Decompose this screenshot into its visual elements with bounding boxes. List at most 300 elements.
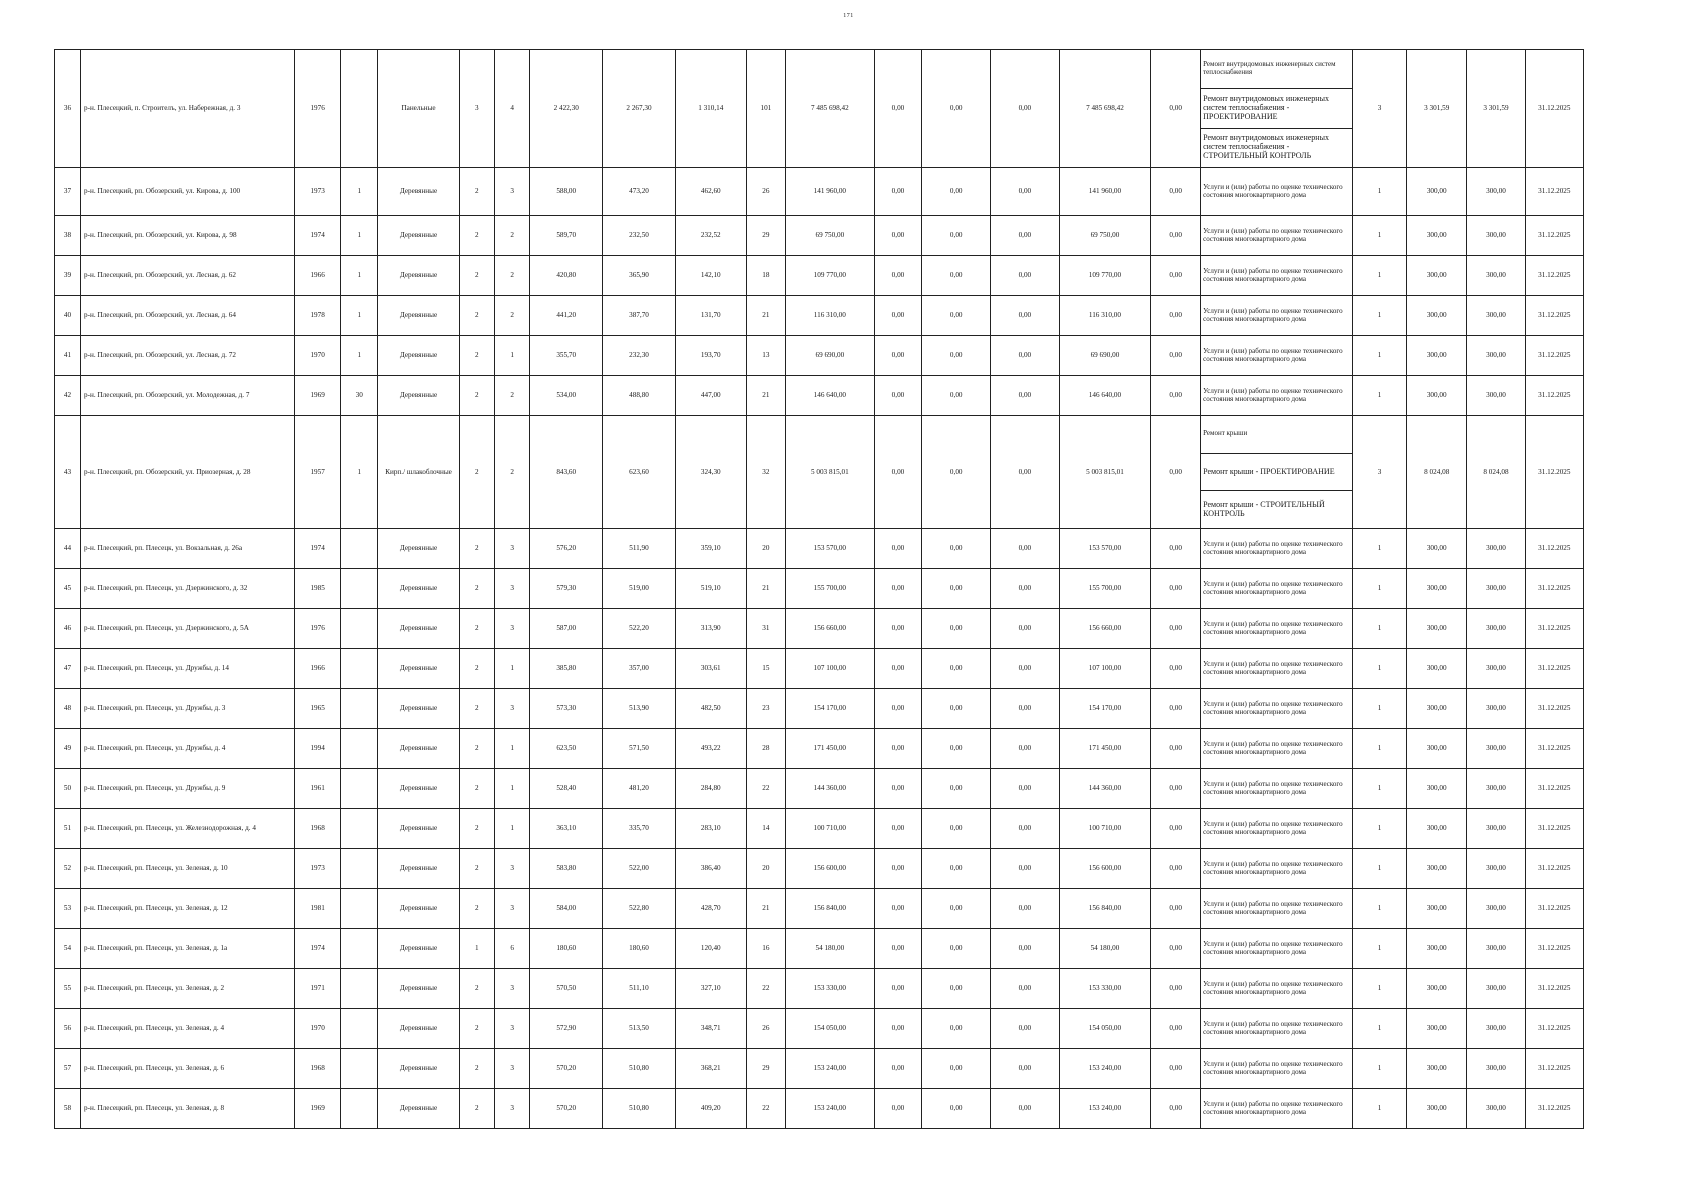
premises-area-cell: 522,80: [603, 889, 676, 929]
commissioning-flag-cell: [341, 569, 378, 609]
floors-cell: 2: [459, 216, 494, 256]
total-cost-cell: 54 180,00: [786, 929, 874, 969]
total-cost-cell: 7 485 698,42: [786, 50, 874, 168]
deadline-cell: 31.12.2025: [1525, 689, 1583, 729]
work-count-cell: 1: [1352, 256, 1406, 296]
regional-funds-cell: 0,00: [922, 609, 991, 649]
total-area-cell: 843,60: [530, 416, 603, 529]
max-unit-cost-cell: 300,00: [1467, 929, 1525, 969]
work-count-cell: 1: [1352, 376, 1406, 416]
residential-area-cell: 462,60: [675, 168, 746, 216]
entrances-cell: 3: [494, 529, 529, 569]
unit-cost-cell: 300,00: [1407, 376, 1467, 416]
municipal-funds-cell: 0,00: [991, 376, 1060, 416]
residents-cell: 20: [746, 849, 786, 889]
row-number-cell: 38: [55, 216, 81, 256]
max-unit-cost-cell: 300,00: [1467, 729, 1525, 769]
row-number-cell: 47: [55, 649, 81, 689]
table-row: [55, 168, 1584, 216]
capital-repair-register-table: [54, 49, 1584, 1129]
work-type-item: Услуги и (или) работы по оценке технического состояния многоквартирного дома: [1203, 306, 1343, 323]
other-funds-cell: 0,00: [1151, 889, 1201, 929]
entrances-cell: 6: [494, 929, 529, 969]
year-built-cell: 1976: [295, 609, 341, 649]
work-type-item: Услуги и (или) работы по оценке технического состояния многоквартирного дома: [1203, 939, 1343, 956]
work-count-cell: 3: [1352, 416, 1406, 529]
commissioning-flag-cell: 1: [341, 168, 378, 216]
owners-funds-cell: 154 170,00: [1059, 689, 1151, 729]
total-cost-cell: 116 310,00: [786, 296, 874, 336]
unit-cost-cell: 300,00: [1407, 929, 1467, 969]
regional-funds-cell: 0,00: [922, 729, 991, 769]
row-number-cell: 42: [55, 376, 81, 416]
total-area-cell: 588,00: [530, 168, 603, 216]
year-built-cell: 1968: [295, 1049, 341, 1089]
address-cell: р-н. Плесецкий, рп. Обозерский, ул. Кирова, д. 100: [81, 168, 295, 216]
commissioning-flag-cell: [341, 889, 378, 929]
year-built-cell: 1976: [295, 50, 341, 168]
commissioning-flag-cell: 1: [341, 416, 378, 529]
address-cell: р-н. Плесецкий, рп. Плесецк, ул. Зеленая, д. 6: [81, 1049, 295, 1089]
max-unit-cost-cell: 3 301,59: [1467, 50, 1525, 168]
row-number-cell: 57: [55, 1049, 81, 1089]
residents-cell: 31: [746, 609, 786, 649]
owners-funds-cell: 155 700,00: [1059, 569, 1151, 609]
other-funds-cell: 0,00: [1151, 529, 1201, 569]
regional-funds-cell: 0,00: [922, 849, 991, 889]
wall-material-cell: Деревянные: [378, 729, 459, 769]
work-type-item: Услуги и (или) работы по оценке технического состояния многоквартирного дома: [1203, 539, 1343, 556]
residential-area-cell: 368,21: [675, 1049, 746, 1089]
entrances-cell: 3: [494, 609, 529, 649]
table-row: [55, 216, 1584, 256]
floors-cell: 2: [459, 416, 494, 529]
floors-cell: 2: [459, 649, 494, 689]
federal-funds-cell: 0,00: [874, 1009, 922, 1049]
unit-cost-cell: 8 024,08: [1407, 416, 1467, 529]
residents-cell: 15: [746, 649, 786, 689]
table-row: [55, 1089, 1584, 1129]
entrances-cell: 2: [494, 256, 529, 296]
wall-material-cell: Деревянные: [378, 689, 459, 729]
entrances-cell: 1: [494, 336, 529, 376]
residential-area-cell: 409,20: [675, 1089, 746, 1129]
unit-cost-cell: 300,00: [1407, 216, 1467, 256]
work-type-cell: [1201, 769, 1353, 809]
max-unit-cost-cell: 300,00: [1467, 168, 1525, 216]
commissioning-flag-cell: 30: [341, 376, 378, 416]
regional-funds-cell: 0,00: [922, 216, 991, 256]
wall-material-cell: Деревянные: [378, 376, 459, 416]
residential-area-cell: 283,10: [675, 809, 746, 849]
municipal-funds-cell: 0,00: [991, 416, 1060, 529]
owners-funds-cell: 7 485 698,42: [1059, 50, 1151, 168]
other-funds-cell: 0,00: [1151, 769, 1201, 809]
wall-material-cell: Панельные: [378, 50, 459, 168]
entrances-cell: 2: [494, 376, 529, 416]
total-cost-cell: 146 640,00: [786, 376, 874, 416]
unit-cost-cell: 300,00: [1407, 809, 1467, 849]
residents-cell: 21: [746, 889, 786, 929]
commissioning-flag-cell: [341, 50, 378, 168]
regional-funds-cell: 0,00: [922, 296, 991, 336]
other-funds-cell: 0,00: [1151, 929, 1201, 969]
floors-cell: 1: [459, 929, 494, 969]
commissioning-flag-cell: 1: [341, 216, 378, 256]
deadline-cell: 31.12.2025: [1525, 529, 1583, 569]
residential-area-cell: 327,10: [675, 969, 746, 1009]
premises-area-cell: 511,90: [603, 529, 676, 569]
commissioning-flag-cell: 1: [341, 256, 378, 296]
commissioning-flag-cell: [341, 729, 378, 769]
floors-cell: 2: [459, 969, 494, 1009]
unit-cost-cell: 300,00: [1407, 1089, 1467, 1129]
premises-area-cell: 623,60: [603, 416, 676, 529]
deadline-cell: 31.12.2025: [1525, 336, 1583, 376]
year-built-cell: 1968: [295, 809, 341, 849]
work-type-item: Услуги и (или) работы по оценке технического состояния многоквартирного дома: [1203, 739, 1343, 756]
residential-area-cell: 131,70: [675, 296, 746, 336]
residential-area-cell: 232,52: [675, 216, 746, 256]
residents-cell: 16: [746, 929, 786, 969]
entrances-cell: 3: [494, 1049, 529, 1089]
row-number-cell: 39: [55, 256, 81, 296]
total-area-cell: 572,90: [530, 1009, 603, 1049]
municipal-funds-cell: 0,00: [991, 929, 1060, 969]
federal-funds-cell: 0,00: [874, 569, 922, 609]
federal-funds-cell: 0,00: [874, 729, 922, 769]
work-count-cell: 1: [1352, 809, 1406, 849]
work-count-cell: 1: [1352, 336, 1406, 376]
address-cell: р-н. Плесецкий, рп. Плесецк, ул. Дружбы, д. 9: [81, 769, 295, 809]
residential-area-cell: 193,70: [675, 336, 746, 376]
work-count-cell: 1: [1352, 729, 1406, 769]
floors-cell: 2: [459, 1089, 494, 1129]
year-built-cell: 1974: [295, 529, 341, 569]
work-count-cell: 1: [1352, 769, 1406, 809]
max-unit-cost-cell: 300,00: [1467, 969, 1525, 1009]
address-cell: р-н. Плесецкий, рп. Плесецк, ул. Вокзальная, д. 26а: [81, 529, 295, 569]
other-funds-cell: 0,00: [1151, 416, 1201, 529]
regional-funds-cell: 0,00: [922, 529, 991, 569]
total-cost-cell: 144 360,00: [786, 769, 874, 809]
deadline-cell: 31.12.2025: [1525, 809, 1583, 849]
owners-funds-cell: 5 003 815,01: [1059, 416, 1151, 529]
address-cell: р-н. Плесецкий, рп. Плесецк, ул. Дружбы, д. 3: [81, 689, 295, 729]
work-type-item: Ремонт внутридомовых инженерных систем теплоснабжения: [1203, 60, 1336, 77]
residents-cell: 18: [746, 256, 786, 296]
floors-cell: 3: [459, 50, 494, 168]
year-built-cell: 1970: [295, 1009, 341, 1049]
floors-cell: 2: [459, 336, 494, 376]
work-count-cell: 1: [1352, 296, 1406, 336]
entrances-cell: 4: [494, 50, 529, 168]
work-type-item: Услуги и (или) работы по оценке технического состояния многоквартирного дома: [1203, 859, 1343, 876]
other-funds-cell: 0,00: [1151, 809, 1201, 849]
municipal-funds-cell: 0,00: [991, 168, 1060, 216]
work-count-cell: 1: [1352, 689, 1406, 729]
other-funds-cell: 0,00: [1151, 849, 1201, 889]
year-built-cell: 1969: [295, 1089, 341, 1129]
table-row: [55, 609, 1584, 649]
owners-funds-cell: 153 570,00: [1059, 529, 1151, 569]
work-type-cell: [1201, 649, 1353, 689]
year-built-cell: 1971: [295, 969, 341, 1009]
wall-material-cell: Деревянные: [378, 296, 459, 336]
other-funds-cell: 0,00: [1151, 969, 1201, 1009]
work-type-item: Услуги и (или) работы по оценке технического состояния многоквартирного дома: [1203, 979, 1343, 996]
wall-material-cell: Деревянные: [378, 809, 459, 849]
deadline-cell: 31.12.2025: [1525, 296, 1583, 336]
unit-cost-cell: 3 301,59: [1407, 50, 1467, 168]
commissioning-flag-cell: [341, 1009, 378, 1049]
total-area-cell: 583,80: [530, 849, 603, 889]
total-area-cell: 385,80: [530, 649, 603, 689]
unit-cost-cell: 300,00: [1407, 296, 1467, 336]
address-cell: р-н. Плесецкий, рп. Плесецк, ул. Дружбы, д. 4: [81, 729, 295, 769]
regional-funds-cell: 0,00: [922, 168, 991, 216]
premises-area-cell: 571,50: [603, 729, 676, 769]
owners-funds-cell: 54 180,00: [1059, 929, 1151, 969]
municipal-funds-cell: 0,00: [991, 849, 1060, 889]
address-cell: р-н. Плесецкий, рп. Плесецк, ул. Зеленая, д. 8: [81, 1089, 295, 1129]
entrances-cell: 1: [494, 769, 529, 809]
entrances-cell: 3: [494, 969, 529, 1009]
owners-funds-cell: 107 100,00: [1059, 649, 1151, 689]
commissioning-flag-cell: [341, 809, 378, 849]
wall-material-cell: Деревянные: [378, 168, 459, 216]
floors-cell: 2: [459, 689, 494, 729]
regional-funds-cell: 0,00: [922, 336, 991, 376]
floors-cell: 2: [459, 889, 494, 929]
unit-cost-cell: 300,00: [1407, 769, 1467, 809]
other-funds-cell: 0,00: [1151, 336, 1201, 376]
residents-cell: 28: [746, 729, 786, 769]
total-cost-cell: 156 600,00: [786, 849, 874, 889]
unit-cost-cell: 300,00: [1407, 529, 1467, 569]
owners-funds-cell: 69 750,00: [1059, 216, 1151, 256]
residential-area-cell: 428,70: [675, 889, 746, 929]
work-type-cell: [1201, 929, 1353, 969]
work-type-item: Услуги и (или) работы по оценке технического состояния многоквартирного дома: [1203, 1019, 1343, 1036]
total-cost-cell: 153 570,00: [786, 529, 874, 569]
table-row: [55, 50, 1584, 168]
federal-funds-cell: 0,00: [874, 529, 922, 569]
regional-funds-cell: 0,00: [922, 256, 991, 296]
unit-cost-cell: 300,00: [1407, 569, 1467, 609]
owners-funds-cell: 116 310,00: [1059, 296, 1151, 336]
deadline-cell: 31.12.2025: [1525, 416, 1583, 529]
table-row: [55, 416, 1584, 529]
regional-funds-cell: 0,00: [922, 649, 991, 689]
residents-cell: 23: [746, 689, 786, 729]
entrances-cell: 2: [494, 416, 529, 529]
row-number-cell: 44: [55, 529, 81, 569]
residents-cell: 22: [746, 1089, 786, 1129]
deadline-cell: 31.12.2025: [1525, 256, 1583, 296]
residential-area-cell: 1 310,14: [675, 50, 746, 168]
max-unit-cost-cell: 300,00: [1467, 1009, 1525, 1049]
residents-cell: 22: [746, 769, 786, 809]
work-type-item: Ремонт крыши - СТРОИТЕЛЬНЫЙ КОНТРОЛЬ: [1201, 490, 1352, 528]
work-type-cell: [1201, 849, 1353, 889]
residential-area-cell: 386,40: [675, 849, 746, 889]
work-type-cell: [1201, 1049, 1353, 1089]
floors-cell: 2: [459, 729, 494, 769]
total-cost-cell: 156 660,00: [786, 609, 874, 649]
row-number-cell: 46: [55, 609, 81, 649]
table-row: [55, 849, 1584, 889]
total-area-cell: 2 422,30: [530, 50, 603, 168]
table-row: [55, 729, 1584, 769]
table-row: [55, 1049, 1584, 1089]
federal-funds-cell: 0,00: [874, 216, 922, 256]
municipal-funds-cell: 0,00: [991, 1009, 1060, 1049]
row-number-cell: 36: [55, 50, 81, 168]
year-built-cell: 1961: [295, 769, 341, 809]
federal-funds-cell: 0,00: [874, 50, 922, 168]
unit-cost-cell: 300,00: [1407, 336, 1467, 376]
regional-funds-cell: 0,00: [922, 809, 991, 849]
total-area-cell: 570,20: [530, 1089, 603, 1129]
table-row: [55, 969, 1584, 1009]
commissioning-flag-cell: [341, 689, 378, 729]
work-type-cell: [1201, 889, 1353, 929]
municipal-funds-cell: 0,00: [991, 569, 1060, 609]
work-type-item: Услуги и (или) работы по оценке технического состояния многоквартирного дома: [1203, 819, 1343, 836]
year-built-cell: 1966: [295, 256, 341, 296]
floors-cell: 2: [459, 529, 494, 569]
commissioning-flag-cell: [341, 609, 378, 649]
row-number-cell: 49: [55, 729, 81, 769]
federal-funds-cell: 0,00: [874, 609, 922, 649]
deadline-cell: 31.12.2025: [1525, 168, 1583, 216]
row-number-cell: 53: [55, 889, 81, 929]
work-type-item: Ремонт внутридомовых инженерных систем теплоснабжения - СТРОИТЕЛЬНЫЙ КОНТРОЛЬ: [1201, 128, 1352, 167]
row-number-cell: 37: [55, 168, 81, 216]
address-cell: р-н. Плесецкий, рп. Обозерский, ул. Лесная, д. 62: [81, 256, 295, 296]
owners-funds-cell: 100 710,00: [1059, 809, 1151, 849]
page-number: 171: [843, 13, 854, 19]
municipal-funds-cell: 0,00: [991, 1089, 1060, 1129]
max-unit-cost-cell: 300,00: [1467, 889, 1525, 929]
entrances-cell: 2: [494, 216, 529, 256]
owners-funds-cell: 153 330,00: [1059, 969, 1151, 1009]
municipal-funds-cell: 0,00: [991, 609, 1060, 649]
work-count-cell: 1: [1352, 649, 1406, 689]
work-count-cell: 1: [1352, 1089, 1406, 1129]
work-type-item: Услуги и (или) работы по оценке технического состояния многоквартирного дома: [1203, 266, 1343, 283]
federal-funds-cell: 0,00: [874, 769, 922, 809]
deadline-cell: 31.12.2025: [1525, 609, 1583, 649]
total-area-cell: 623,50: [530, 729, 603, 769]
federal-funds-cell: 0,00: [874, 336, 922, 376]
municipal-funds-cell: 0,00: [991, 649, 1060, 689]
total-cost-cell: 154 170,00: [786, 689, 874, 729]
address-cell: р-н. Плесецкий, рп. Плесецк, ул. Зеленая, д. 12: [81, 889, 295, 929]
year-built-cell: 1966: [295, 649, 341, 689]
year-built-cell: 1970: [295, 336, 341, 376]
commissioning-flag-cell: [341, 849, 378, 889]
work-type-cell: [1201, 1009, 1353, 1049]
residential-area-cell: 493,22: [675, 729, 746, 769]
municipal-funds-cell: 0,00: [991, 689, 1060, 729]
total-cost-cell: 153 240,00: [786, 1049, 874, 1089]
owners-funds-cell: 156 660,00: [1059, 609, 1151, 649]
wall-material-cell: Деревянные: [378, 969, 459, 1009]
wall-material-cell: Деревянные: [378, 1049, 459, 1089]
max-unit-cost-cell: 300,00: [1467, 1049, 1525, 1089]
deadline-cell: 31.12.2025: [1525, 929, 1583, 969]
federal-funds-cell: 0,00: [874, 168, 922, 216]
work-type-item: Ремонт крыши - ПРОЕКТИРОВАНИЕ: [1201, 453, 1352, 491]
work-type-item: Услуги и (или) работы по оценке технического состояния многоквартирного дома: [1203, 699, 1343, 716]
year-built-cell: 1994: [295, 729, 341, 769]
work-count-cell: 1: [1352, 969, 1406, 1009]
deadline-cell: 31.12.2025: [1525, 1089, 1583, 1129]
work-type-cell: [1201, 416, 1353, 529]
work-type-cell: [1201, 50, 1353, 168]
total-cost-cell: 141 960,00: [786, 168, 874, 216]
work-type-cell: [1201, 336, 1353, 376]
max-unit-cost-cell: 300,00: [1467, 609, 1525, 649]
address-cell: р-н. Плесецкий, рп. Обозерский, ул. Лесная, д. 72: [81, 336, 295, 376]
floors-cell: 2: [459, 849, 494, 889]
unit-cost-cell: 300,00: [1407, 849, 1467, 889]
max-unit-cost-cell: 300,00: [1467, 336, 1525, 376]
owners-funds-cell: 69 690,00: [1059, 336, 1151, 376]
work-type-item: Услуги и (или) работы по оценке технического состояния многоквартирного дома: [1203, 1059, 1343, 1076]
other-funds-cell: 0,00: [1151, 649, 1201, 689]
floors-cell: 2: [459, 168, 494, 216]
floors-cell: 2: [459, 376, 494, 416]
commissioning-flag-cell: [341, 1049, 378, 1089]
row-number-cell: 51: [55, 809, 81, 849]
max-unit-cost-cell: 8 024,08: [1467, 416, 1525, 529]
year-built-cell: 1974: [295, 929, 341, 969]
address-cell: р-н. Плесецкий, рп. Плесецк, ул. Зеленая, д. 10: [81, 849, 295, 889]
floors-cell: 2: [459, 609, 494, 649]
max-unit-cost-cell: 300,00: [1467, 809, 1525, 849]
total-cost-cell: 107 100,00: [786, 649, 874, 689]
premises-area-cell: 232,30: [603, 336, 676, 376]
municipal-funds-cell: 0,00: [991, 256, 1060, 296]
table-row: [55, 649, 1584, 689]
residential-area-cell: 142,10: [675, 256, 746, 296]
floors-cell: 2: [459, 1009, 494, 1049]
premises-area-cell: 180,60: [603, 929, 676, 969]
unit-cost-cell: 300,00: [1407, 649, 1467, 689]
premises-area-cell: 511,10: [603, 969, 676, 1009]
municipal-funds-cell: 0,00: [991, 216, 1060, 256]
max-unit-cost-cell: 300,00: [1467, 376, 1525, 416]
entrances-cell: 3: [494, 689, 529, 729]
total-area-cell: 528,40: [530, 769, 603, 809]
owners-funds-cell: 144 360,00: [1059, 769, 1151, 809]
premises-area-cell: 365,90: [603, 256, 676, 296]
entrances-cell: 3: [494, 168, 529, 216]
address-cell: р-н. Плесецкий, рп. Плесецк, ул. Железнодорожная, д. 4: [81, 809, 295, 849]
work-count-cell: 1: [1352, 889, 1406, 929]
residents-cell: 21: [746, 296, 786, 336]
federal-funds-cell: 0,00: [874, 1089, 922, 1129]
max-unit-cost-cell: 300,00: [1467, 296, 1525, 336]
total-area-cell: 576,20: [530, 529, 603, 569]
federal-funds-cell: 0,00: [874, 649, 922, 689]
total-area-cell: 579,30: [530, 569, 603, 609]
work-count-cell: 3: [1352, 50, 1406, 168]
deadline-cell: 31.12.2025: [1525, 969, 1583, 1009]
